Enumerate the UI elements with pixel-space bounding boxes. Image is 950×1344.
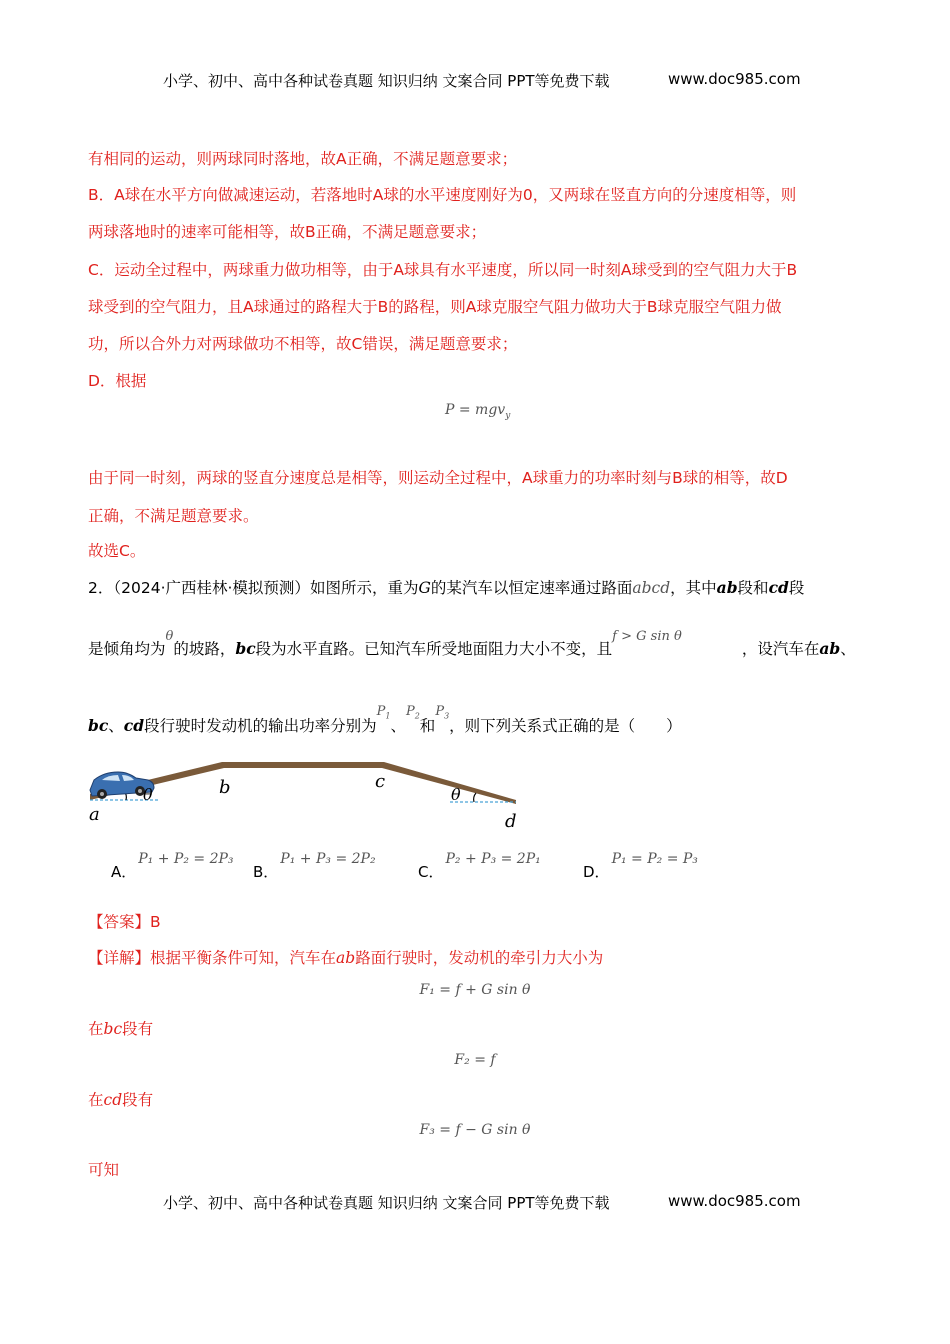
option-c[interactable]: C．P₂ + P₃ = 2P₁ [418, 851, 541, 881]
detail-bc-line: 在bc段有 [88, 1020, 154, 1038]
solution-line-a: 有相同的运动，则两球同时落地，故A正确，不满足题意要求； [88, 150, 518, 168]
solution-b-line1: B．A球在水平方向做减速运动，若落地时A球的水平速度刚好为0，又两球在竖直方向的分速度相等，则 [88, 186, 797, 204]
solution-d-line1: D．根据 [88, 372, 147, 390]
footer-site-link[interactable]: www.doc985.com [668, 1192, 801, 1210]
detail-intro: 【详解】根据平衡条件可知，汽车在ab路面行驶时，发动机的牵引力大小为 [88, 949, 604, 967]
formula-f3: F₃ = f − G sin θ [419, 1122, 531, 1138]
option-b[interactable]: B．P₁ + P₃ = 2P₂ [253, 851, 376, 881]
solution-c-line1: C．运动全过程中，两球重力做功相等，由于A球具有水平速度，所以同一时刻A球受到的空气阻力大于B [88, 261, 798, 279]
header-text: 小学、初中、高中各种试卷真题 知识归纳 文案合同 PPT等免费下载 [163, 72, 610, 90]
question-line1: 2．（2024·广西桂林·模拟预测）如图所示，重为G的某汽车以恒定速率通过路面abcd，其中ab段和cd段 [88, 578, 805, 597]
point-c-label: c [375, 771, 386, 792]
option-a[interactable]: A．P₁ + P₂ = 2P₃ [111, 851, 234, 881]
answer-line: 【答案】B [88, 913, 161, 931]
option-d[interactable]: D．P₁ = P₂ = P₃ [583, 851, 698, 881]
header-site-link[interactable]: www.doc985.com [668, 70, 801, 88]
question-line3: bc、cd段行驶时发动机的输出功率分别为$^{P_1}$、$^{P_2}$和$^{P_3}$，则下列关系式正确的是（ ） [88, 704, 682, 735]
point-b-label: b [219, 777, 231, 798]
formula-f1: F₁ = f + G sin θ [419, 982, 531, 998]
detail-conclude: 可知 [88, 1161, 120, 1179]
solution-d-line3: 正确，不满足题意要求。 [88, 507, 259, 525]
solution-c-line3: 功，所以合外力对两球做功不相等，故C错误，满足题意要求； [88, 335, 518, 353]
solution-d-line2: 由于同一时刻，两球的竖直分速度总是相等，则运动全过程中，A球重力的功率时刻与B球的相等，故D [88, 469, 788, 487]
formula-f2: F₂ = f [454, 1052, 496, 1068]
question-line2: 是倾角均为$^\theta$的坡路，bc段为水平直路。已知汽车所受地面阻力大小不变，且$^{f > G sin \theta}$，设汽车在ab、 [88, 629, 856, 658]
solution-choice: 故选C。 [88, 542, 146, 560]
theta-left-label: θ [143, 785, 153, 804]
power-formula: P = mgv$_y$ [445, 402, 511, 421]
footer-text: 小学、初中、高中各种试卷真题 知识归纳 文案合同 PPT等免费下载 [163, 1194, 610, 1212]
solution-b-line2: 两球落地时的速率可能相等，故B正确，不满足题意要求； [88, 223, 487, 241]
point-a-label: a [89, 804, 100, 825]
right-angle-arc [474, 793, 476, 802]
point-d-label: d [505, 811, 517, 832]
theta-right-label: θ [451, 785, 461, 804]
solution-c-line2: 球受到的空气阻力，且A球通过的路程大于B的路程，则A球克服空气阻力做功大于B球克服空气阻力做 [88, 298, 782, 316]
detail-cd-line: 在cd段有 [88, 1091, 154, 1109]
